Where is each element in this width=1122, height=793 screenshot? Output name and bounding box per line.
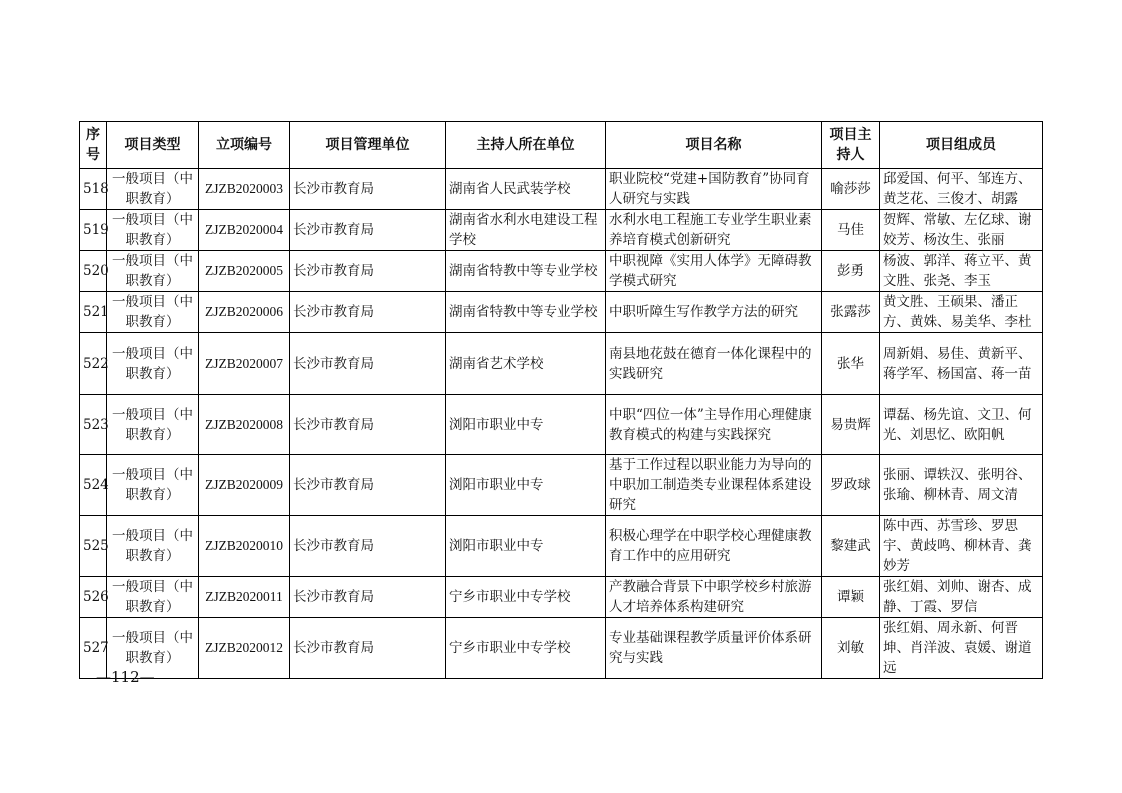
table-row xyxy=(80,618,1043,679)
cell-host: 易贵辉 xyxy=(822,395,880,455)
cell-code: ZJZB2020008 xyxy=(199,395,290,455)
cell-type: 一般项目（中职教育） xyxy=(107,210,199,251)
cell-seq: 521 xyxy=(80,292,107,333)
cell-type: 一般项目（中职教育） xyxy=(107,395,199,455)
cell-host: 黎建武 xyxy=(822,516,880,577)
cell-host: 张露莎 xyxy=(822,292,880,333)
cell-host: 马佳 xyxy=(822,210,880,251)
cell-project-name: 基于工作过程以职业能力为导向的中职加工制造类专业课程体系建设研究 xyxy=(606,455,822,516)
cell-host-unit: 湖南省水利水电建设工程学校 xyxy=(446,210,606,251)
table-row xyxy=(80,516,1043,577)
table-row xyxy=(80,210,1043,251)
cell-mgmt-unit: 长沙市教育局 xyxy=(290,169,446,210)
cell-members: 黄文胜、王硕果、潘正方、黄姝、易美华、李杜 xyxy=(880,292,1043,333)
cell-type: 一般项目（中职教育） xyxy=(107,292,199,333)
cell-project-name: 中职“四位一体”主导作用心理健康教育模式的构建与实践探究 xyxy=(606,395,822,455)
cell-code: ZJZB2020005 xyxy=(199,251,290,292)
cell-members: 张丽、谭轶汉、张明谷、张瑜、柳林青、周文清 xyxy=(880,455,1043,516)
table-row xyxy=(80,455,1043,516)
cell-host-unit: 湖南省人民武装学校 xyxy=(446,169,606,210)
header-code: 立项编号 xyxy=(199,122,290,169)
cell-mgmt-unit: 长沙市教育局 xyxy=(290,395,446,455)
cell-mgmt-unit: 长沙市教育局 xyxy=(290,516,446,577)
cell-mgmt-unit: 长沙市教育局 xyxy=(290,292,446,333)
cell-members: 陈中西、苏雪珍、罗思宇、黄歧鸣、柳林青、龚妙芳 xyxy=(880,516,1043,577)
cell-code: ZJZB2020006 xyxy=(199,292,290,333)
cell-project-name: 专业基础课程教学质量评价体系研究与实践 xyxy=(606,618,822,679)
cell-type: 一般项目（中职教育） xyxy=(107,618,199,679)
cell-host-unit: 湖南省特教中等专业学校 xyxy=(446,292,606,333)
cell-code: ZJZB2020004 xyxy=(199,210,290,251)
cell-project-name: 积极心理学在中职学校心理健康教育工作中的应用研究 xyxy=(606,516,822,577)
cell-host-unit: 浏阳市职业中专 xyxy=(446,516,606,577)
header-name: 项目名称 xyxy=(606,122,822,169)
cell-seq: 518 xyxy=(80,169,107,210)
cell-seq: 520 xyxy=(80,251,107,292)
cell-type: 一般项目（中职教育） xyxy=(107,333,199,395)
cell-members: 贺辉、常敏、左亿球、谢姣芳、杨汝生、张丽 xyxy=(880,210,1043,251)
cell-seq: 523 xyxy=(80,395,107,455)
table-row xyxy=(80,169,1043,210)
cell-mgmt-unit: 长沙市教育局 xyxy=(290,618,446,679)
project-table xyxy=(79,121,1043,679)
header-mgmt-unit: 项目管理单位 xyxy=(290,122,446,169)
cell-mgmt-unit: 长沙市教育局 xyxy=(290,455,446,516)
table-row xyxy=(80,292,1043,333)
cell-mgmt-unit: 长沙市教育局 xyxy=(290,210,446,251)
cell-project-name: 中职视障《实用人体学》无障碍教学模式研究 xyxy=(606,251,822,292)
cell-code: ZJZB2020009 xyxy=(199,455,290,516)
cell-host-unit: 湖南省特教中等专业学校 xyxy=(446,251,606,292)
cell-host: 刘敏 xyxy=(822,618,880,679)
cell-project-name: 职业院校“党建+国防教育”协同育人研究与实践 xyxy=(606,169,822,210)
cell-mgmt-unit: 长沙市教育局 xyxy=(290,251,446,292)
cell-type: 一般项目（中职教育） xyxy=(107,251,199,292)
table-row xyxy=(80,333,1043,395)
header-type: 项目类型 xyxy=(107,122,199,169)
cell-seq: 527 xyxy=(80,618,107,679)
cell-members: 杨波、郭洋、蒋立平、黄文胜、张尧、李玉 xyxy=(880,251,1043,292)
cell-mgmt-unit: 长沙市教育局 xyxy=(290,333,446,395)
cell-host-unit: 宁乡市职业中专学校 xyxy=(446,577,606,618)
cell-code: ZJZB2020011 xyxy=(199,577,290,618)
cell-members: 张红娟、周永新、何晋坤、肖洋波、袁媛、谢道远 xyxy=(880,618,1043,679)
cell-project-name: 中职听障生写作教学方法的研究 xyxy=(606,292,822,333)
cell-host-unit: 湖南省艺术学校 xyxy=(446,333,606,395)
cell-code: ZJZB2020007 xyxy=(199,333,290,395)
cell-members: 周新娟、易佳、黄新平、蒋学军、杨国富、蒋一苗 xyxy=(880,333,1043,395)
cell-host: 罗政球 xyxy=(822,455,880,516)
cell-seq: 519 xyxy=(80,210,107,251)
cell-seq: 522 xyxy=(80,333,107,395)
cell-code: ZJZB2020012 xyxy=(199,618,290,679)
cell-type: 一般项目（中职教育） xyxy=(107,577,199,618)
cell-seq: 525 xyxy=(80,516,107,577)
cell-project-name: 水利水电工程施工专业学生职业素养培育模式创新研究 xyxy=(606,210,822,251)
cell-host-unit: 浏阳市职业中专 xyxy=(446,395,606,455)
cell-seq: 526 xyxy=(80,577,107,618)
cell-type: 一般项目（中职教育） xyxy=(107,516,199,577)
table-row xyxy=(80,251,1043,292)
cell-type: 一般项目（中职教育） xyxy=(107,455,199,516)
cell-host: 张华 xyxy=(822,333,880,395)
cell-host: 喻莎莎 xyxy=(822,169,880,210)
header-host: 项目主持人 xyxy=(822,122,880,169)
cell-code: ZJZB2020003 xyxy=(199,169,290,210)
cell-members: 谭磊、杨先谊、文卫、何光、刘思忆、欧阳帆 xyxy=(880,395,1043,455)
cell-project-name: 产教融合背景下中职学校乡村旅游人才培养体系构建研究 xyxy=(606,577,822,618)
page-number: —112— xyxy=(96,668,155,686)
cell-host: 谭颖 xyxy=(822,577,880,618)
table-row xyxy=(80,577,1043,618)
cell-host: 彭勇 xyxy=(822,251,880,292)
cell-project-name: 南县地花鼓在德育一体化课程中的实践研究 xyxy=(606,333,822,395)
cell-seq: 524 xyxy=(80,455,107,516)
header-host-unit: 主持人所在单位 xyxy=(446,122,606,169)
header-seq: 序号 xyxy=(80,122,107,169)
cell-members: 张红娟、刘帅、谢杏、成静、丁霞、罗信 xyxy=(880,577,1043,618)
cell-members: 邱爱国、何平、邹连方、黄芝花、三俊才、胡露 xyxy=(880,169,1043,210)
cell-mgmt-unit: 长沙市教育局 xyxy=(290,577,446,618)
cell-host-unit: 宁乡市职业中专学校 xyxy=(446,618,606,679)
table-row xyxy=(80,395,1043,455)
cell-type: 一般项目（中职教育） xyxy=(107,169,199,210)
table-header-row xyxy=(80,122,1043,169)
header-members: 项目组成员 xyxy=(880,122,1043,169)
cell-code: ZJZB2020010 xyxy=(199,516,290,577)
cell-host-unit: 浏阳市职业中专 xyxy=(446,455,606,516)
